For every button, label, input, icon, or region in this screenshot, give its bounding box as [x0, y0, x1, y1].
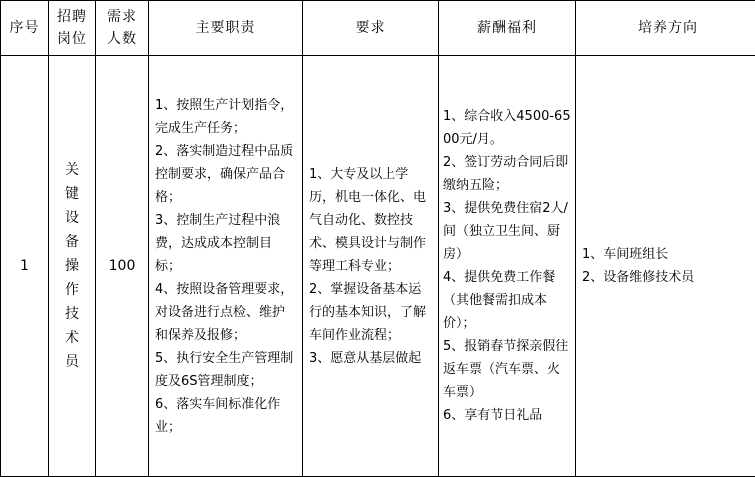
row-training — [576, 56, 755, 477]
position-char: 键 — [49, 182, 95, 206]
requirement-item: 2、掌握设备基本运行的基本知识，了解车间作业流程； — [309, 278, 432, 347]
benefit-item: 2、签订劳动合同后即缴纳五险； — [443, 151, 571, 197]
position-char: 关 — [49, 158, 95, 182]
position-char: 作 — [49, 278, 95, 302]
requirement-item: 3、愿意从基层做起 — [309, 347, 432, 370]
position-char: 备 — [49, 230, 95, 254]
duty-item: 5、执行安全生产管理制度及6S管理制度； — [155, 347, 296, 393]
benefit-item: 5、报销春节探亲假往返车票（汽车票、火车票） — [443, 335, 571, 404]
training-item: 2、设备维修技术员 — [582, 266, 754, 289]
benefit-item: 1、综合收入4500-6500元/月。 — [443, 105, 571, 151]
header-line: 人数 — [107, 31, 137, 47]
header-index: 序号 — [1, 1, 49, 56]
header-row — [1, 1, 755, 56]
benefit-item: 6、享有节日礼品 — [443, 404, 571, 427]
duty-item: 6、落实车间标准化作业； — [155, 393, 296, 439]
benefit-item: 4、提供免费工作餐（其他餐需扣成本价）； — [443, 266, 571, 335]
header-duties: 主要职责 — [149, 1, 303, 56]
row-count: 100 — [96, 56, 149, 477]
position-char: 术 — [49, 326, 95, 350]
row-index: 1 — [1, 56, 49, 477]
duty-item: 4、按照设备管理要求，对设备进行点检、维护和保养及报修； — [155, 278, 296, 347]
table-row — [1, 56, 755, 477]
row-duties — [149, 56, 303, 477]
duty-item: 1、按照生产计划指令，完成生产任务； — [155, 94, 296, 140]
duty-item: 2、落实制造过程中品质控制要求，确保产品合格； — [155, 140, 296, 209]
position-char: 员 — [49, 350, 95, 374]
row-benefits — [439, 56, 576, 477]
position-char: 设 — [49, 206, 95, 230]
header-line: 岗位 — [57, 31, 87, 47]
duty-item: 3、控制生产过程中浪费，达成成本控制目标； — [155, 209, 296, 278]
header-position — [49, 1, 96, 56]
position-char: 技 — [49, 302, 95, 326]
header-line: 需求 — [107, 9, 137, 25]
header-training: 培养方向 — [576, 1, 755, 56]
header-line: 招聘 — [57, 9, 87, 25]
header-requirements: 要求 — [303, 1, 439, 56]
position-char: 操 — [49, 254, 95, 278]
header-count — [96, 1, 149, 56]
row-requirements — [303, 56, 439, 477]
requirement-item: 1、大专及以上学历，机电一体化、电气自动化、数控技术、模具设计与制作等理工科专业； — [309, 163, 432, 278]
benefit-item: 3、提供免费住宿2人/间（独立卫生间、厨房） — [443, 197, 571, 266]
header-benefits: 薪酬福利 — [439, 1, 576, 56]
row-position — [49, 56, 96, 477]
training-item: 1、车间班组长 — [582, 243, 754, 266]
